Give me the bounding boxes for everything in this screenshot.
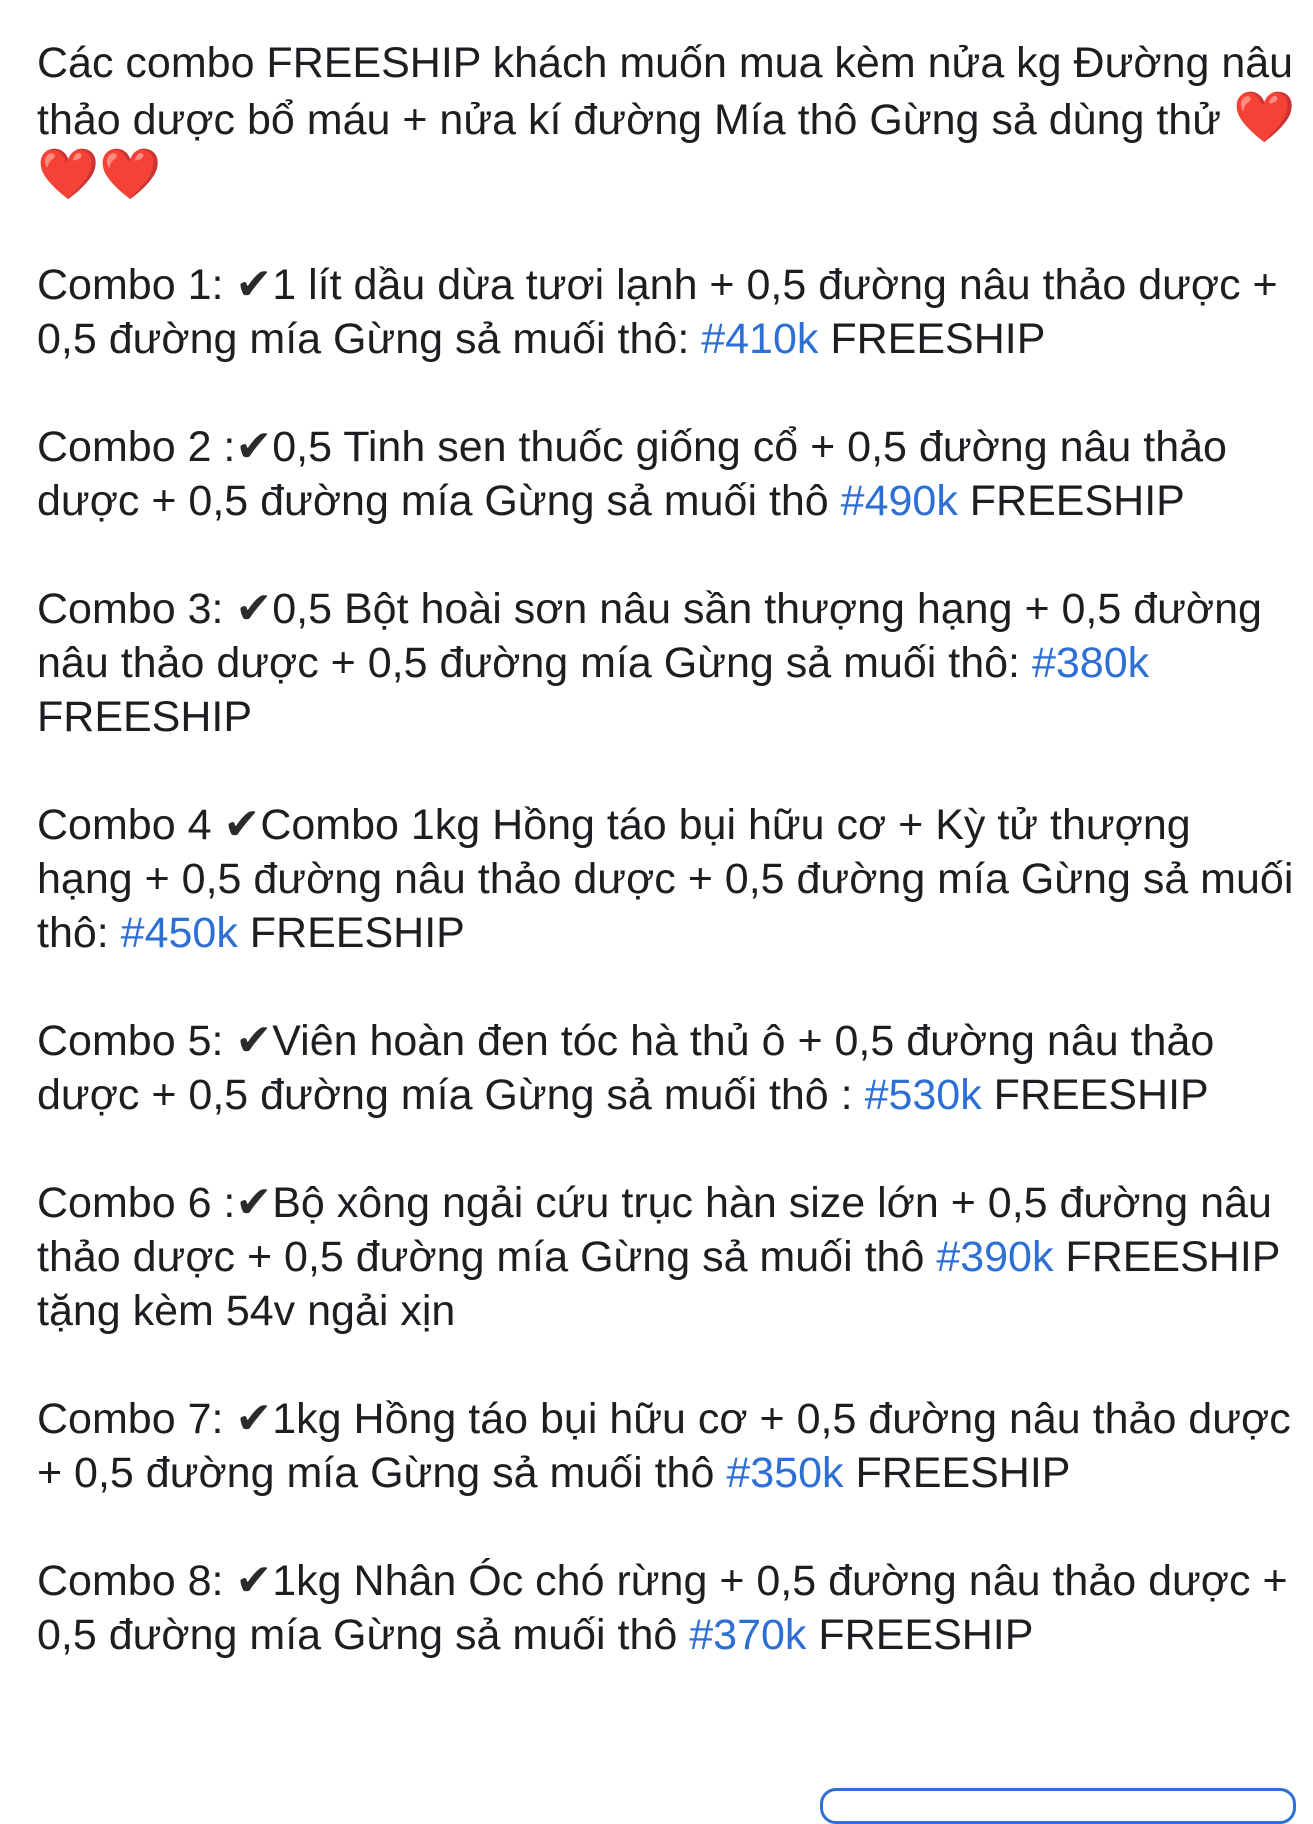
- check-icon: ✔: [235, 583, 273, 634]
- combo-body: 1 lít dầu dừa tươi lạnh + 0,5 đường nâu thảo dược + 0,5 đường mía Gừng sả muối thô:: [37, 261, 1278, 363]
- price-hashtag[interactable]: #490k: [840, 477, 958, 525]
- combo-tail: FREESHIP tặng kèm 54v ngải xịn: [37, 1233, 1280, 1335]
- combo-paragraph: [37, 1554, 1297, 1662]
- check-icon: ✔: [235, 1393, 273, 1444]
- combo-body: 0,5 Tinh sen thuốc giống cổ + 0,5 đường nâu thảo dược + 0,5 đường mía Gừng sả muối thô: [37, 423, 1227, 525]
- price-hashtag[interactable]: #390k: [936, 1233, 1054, 1281]
- combo-body: Viên hoàn đen tóc hà thủ ô + 0,5 đường nâu thảo dược + 0,5 đường mía Gừng sả muối thô :: [37, 1017, 1215, 1119]
- price-hashtag[interactable]: #370k: [689, 1611, 807, 1659]
- check-icon: ✔: [235, 1015, 273, 1066]
- price-hashtag[interactable]: #350k: [726, 1449, 844, 1497]
- combo-tail: FREESHIP: [237, 909, 465, 957]
- intro-paragraph: [37, 36, 1297, 204]
- check-icon: ✔: [235, 259, 273, 310]
- combo-label: Combo 5:: [37, 1017, 236, 1065]
- combo-body: 1kg Hồng táo bụi hữu cơ + 0,5 đường nâu thảo dược + 0,5 đường mía Gừng sả muối thô: [37, 1395, 1291, 1497]
- combo-tail: FREESHIP: [806, 1611, 1034, 1659]
- combo-label: Combo 1:: [37, 261, 236, 309]
- combo-body: 0,5 Bột hoài sơn nâu sần thượng hạng + 0,5 đường nâu thảo dược + 0,5 đường mía Gừng sả muối thô:: [37, 585, 1262, 687]
- combo-tail: FREESHIP: [981, 1071, 1209, 1119]
- price-hashtag[interactable]: #410k: [701, 315, 819, 363]
- combo-tail: FREESHIP: [818, 315, 1046, 363]
- combo-label: Combo 4: [37, 801, 224, 849]
- combo-tail: FREESHIP: [957, 477, 1185, 525]
- price-hashtag[interactable]: #450k: [120, 909, 238, 957]
- check-icon: ✔: [223, 799, 261, 850]
- combo-label: Combo 3:: [37, 585, 236, 633]
- combo-body: Combo 1kg Hồng táo bụi hữu cơ + Kỳ tử thượng hạng + 0,5 đường nâu thảo dược + 0,5 đường mía Gừng sả muối thô:: [37, 801, 1294, 957]
- combo-body: 1kg Nhân Óc chó rừng + 0,5 đường nâu thảo dược + 0,5 đường mía Gừng sả muối thô: [37, 1557, 1288, 1659]
- combo-label: Combo 6 :: [37, 1179, 236, 1227]
- combo-paragraph: [37, 420, 1297, 528]
- combo-body: Bộ xông ngải cứu trục hàn size lớn + 0,5 đường nâu thảo dược + 0,5 đường mía Gừng sả muối thô: [37, 1179, 1272, 1281]
- combo-label: Combo 2 :: [37, 423, 236, 471]
- combo-label: Combo 8:: [37, 1557, 236, 1605]
- combo-label: Combo 7:: [37, 1395, 236, 1443]
- combo-tail: FREESHIP: [37, 693, 253, 741]
- post-text: [37, 36, 1297, 1716]
- heart-icon: ❤️❤️❤️: [37, 88, 1296, 203]
- combo-paragraph: [37, 798, 1297, 960]
- combo-paragraph: [37, 1176, 1297, 1338]
- cutoff-button-outline[interactable]: [820, 1788, 1296, 1824]
- check-icon: ✔: [235, 421, 273, 472]
- intro-text: Các combo FREESHIP khách muốn mua kèm nửa kg Đường nâu thảo dược bổ máu + nửa kí đường Mía thô Gừng sả dùng thử: [37, 39, 1294, 144]
- check-icon: ✔: [235, 1177, 273, 1228]
- price-hashtag[interactable]: #530k: [864, 1071, 982, 1119]
- combo-tail: FREESHIP: [843, 1449, 1071, 1497]
- check-icon: ✔: [235, 1555, 273, 1606]
- combo-paragraph: [37, 1392, 1297, 1500]
- combo-paragraph: [37, 258, 1297, 366]
- price-hashtag[interactable]: #380k: [1031, 639, 1150, 687]
- combo-paragraph: [37, 1014, 1297, 1122]
- combo-paragraph: [37, 582, 1297, 744]
